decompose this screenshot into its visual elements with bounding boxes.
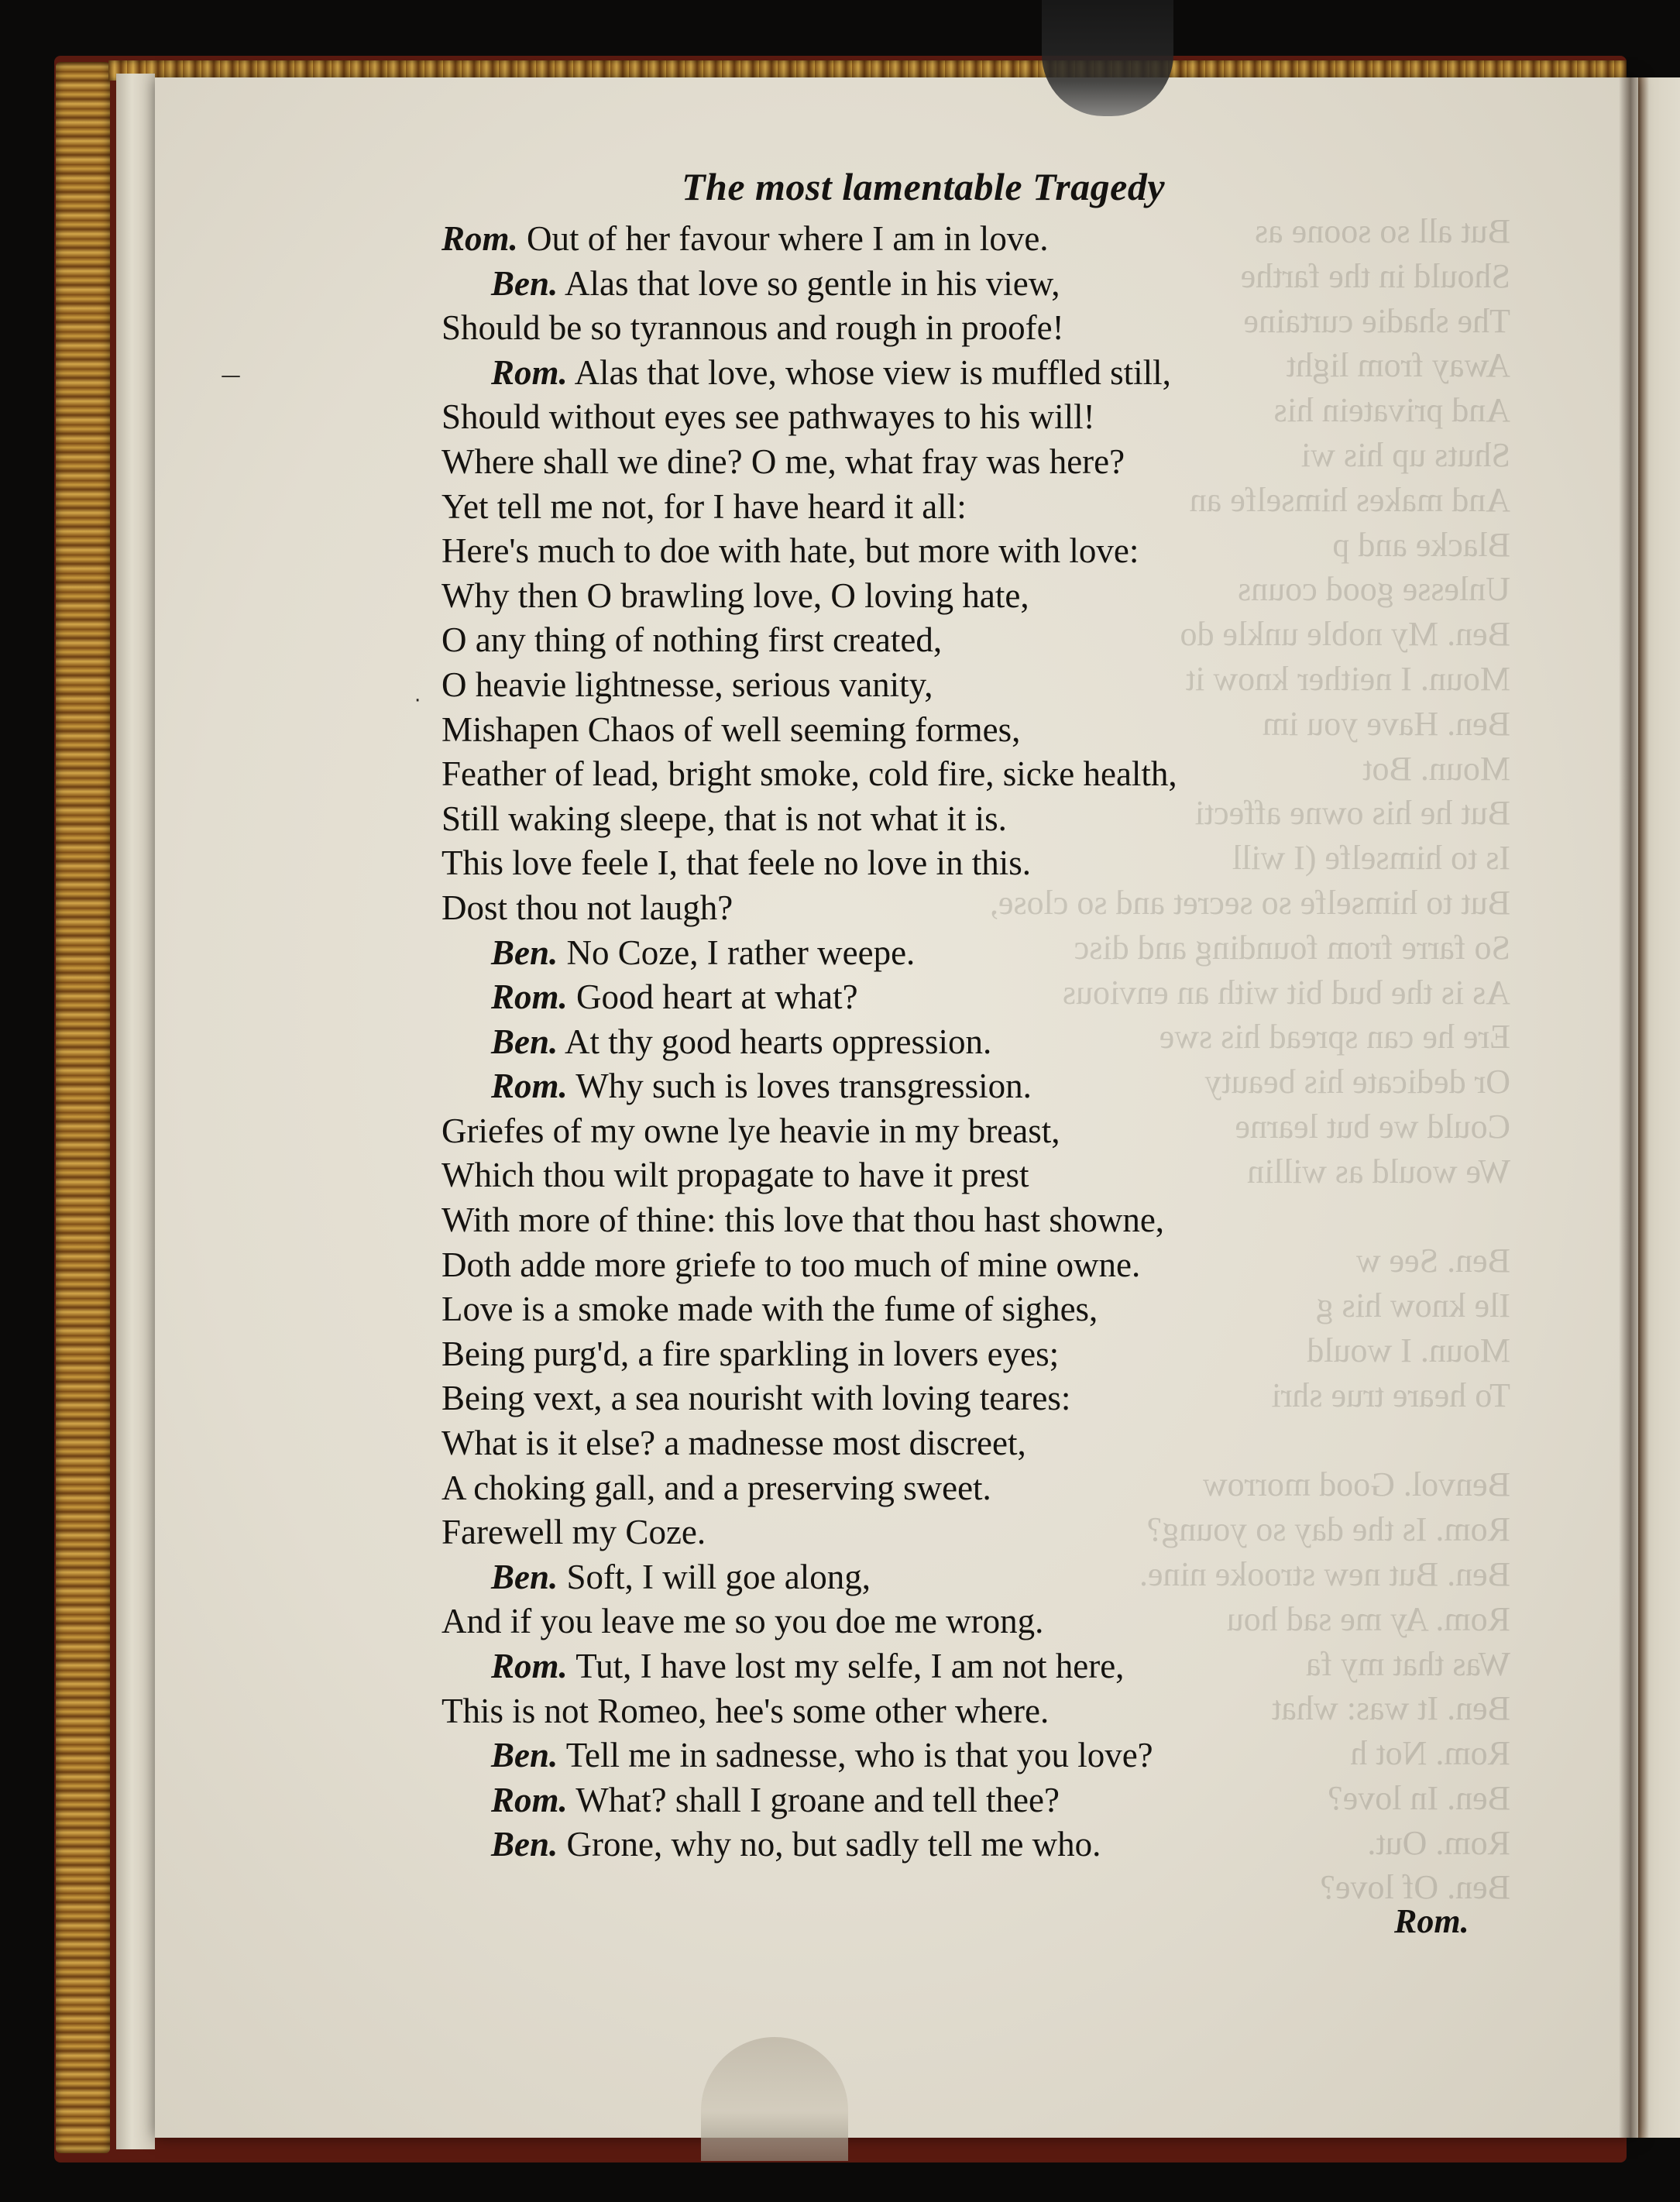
speaker-prefix: Rom. — [491, 1647, 568, 1685]
line-text: Should without eyes see pathwayes to his will! — [441, 397, 1095, 437]
speaker-prefix: Rom. — [441, 219, 518, 258]
speaker-prefix: Rom. — [491, 1067, 568, 1106]
page-gutter — [1619, 77, 1642, 2138]
line-text: Still waking sleepe, that is not what it is. — [441, 799, 1007, 838]
speaker-prefix: Rom. — [491, 1780, 568, 1819]
speaker-prefix: Ben. — [491, 933, 558, 972]
text-line — [441, 1822, 1317, 1867]
text-line — [441, 1733, 1317, 1778]
text-line — [441, 886, 1317, 931]
line-text: Soft, I will goe along, — [566, 1557, 871, 1596]
line-text: O heavie lightnesse, serious vanity, — [441, 665, 933, 704]
text-line — [441, 1421, 1317, 1466]
running-head: The most lamentable Tragedy — [682, 165, 1166, 208]
line-text: Love is a smoke made with the fume of sighes, — [441, 1290, 1098, 1329]
text-line — [441, 1510, 1317, 1555]
line-text: This love feele I, that feele no love in this. — [441, 843, 1032, 883]
line-text: What is it else? a madnesse most discreet, — [441, 1424, 1026, 1463]
line-text: This is not Romeo, hee's some other where. — [441, 1691, 1050, 1730]
line-text: O any thing of nothing first created, — [441, 620, 943, 660]
line-text: Out of her favour where I am in love. — [527, 219, 1049, 258]
text-line — [441, 1332, 1317, 1377]
text-line — [441, 797, 1317, 842]
text-line — [441, 931, 1317, 976]
line-text: Griefes of my owne lye heavie in my breast, — [441, 1111, 1060, 1150]
text-line — [441, 1466, 1317, 1511]
line-text: With more of thine: this love that thou hast showne, — [441, 1201, 1165, 1240]
line-text: Tell me in sadnesse, who is that you love? — [565, 1736, 1153, 1775]
line-text: Grone, why no, but sadly tell me who. — [566, 1825, 1101, 1864]
text-line — [441, 1153, 1317, 1198]
speaker-prefix: Rom. — [491, 352, 568, 392]
line-text: Tut, I have lost my selfe, I am not here, — [575, 1647, 1125, 1685]
margin-mark: — — [221, 364, 241, 387]
text-line — [441, 708, 1317, 753]
line-text: Where shall we dine? O me, what fray was here? — [441, 441, 1125, 481]
text-line — [441, 1778, 1317, 1823]
line-text: And if you leave me so you doe me wrong. — [441, 1602, 1044, 1641]
line-text: Why such is loves transgression. — [575, 1067, 1032, 1106]
text-line — [441, 841, 1317, 886]
line-text: A choking gall, and a preserving sweet. — [441, 1468, 991, 1507]
text-line — [441, 529, 1317, 574]
line-text: Here's much to doe with hate, but more with love: — [441, 531, 1139, 571]
text-line — [441, 217, 1317, 262]
speaker-prefix: Ben. — [491, 1736, 558, 1775]
line-text: Farewell my Coze. — [441, 1513, 706, 1552]
line-text: Doth adde more griefe to too much of mine owne. — [441, 1245, 1141, 1284]
line-text: Why then O brawling love, O loving hate, — [441, 575, 1029, 615]
text-line — [441, 395, 1317, 440]
text-line — [441, 1109, 1317, 1154]
text-line — [441, 1198, 1317, 1243]
speaker-prefix: Ben. — [491, 1557, 558, 1596]
line-text: Should be so tyrannous and rough in proofe! — [441, 308, 1064, 348]
text-line — [441, 1287, 1317, 1332]
line-text: Yet tell me not, for I have heard it all: — [441, 486, 967, 526]
line-text: Being vext, a sea nourisht with loving teares: — [441, 1379, 1071, 1418]
text-line — [441, 1599, 1317, 1644]
text-line — [441, 1020, 1317, 1065]
line-text: Dost thou not laugh? — [441, 888, 733, 927]
facing-page-edge — [1636, 77, 1680, 2138]
text-line — [441, 440, 1317, 485]
page-edges — [116, 74, 155, 2149]
text-line — [441, 618, 1317, 663]
page-clip-top — [1042, 0, 1173, 116]
text-line — [441, 262, 1317, 307]
text-line — [441, 752, 1317, 797]
line-text: Which thou wilt propagate to have it prest — [441, 1156, 1029, 1195]
margin-dot: · — [414, 689, 421, 713]
text-line — [441, 1243, 1317, 1288]
text-line — [441, 1064, 1317, 1109]
text-line — [441, 1376, 1317, 1421]
line-text: At thy good hearts oppression. — [565, 1022, 992, 1061]
line-text: Feather of lead, bright smoke, cold fire, sicke health, — [441, 754, 1177, 794]
speaker-prefix: Ben. — [491, 263, 558, 303]
gilt-border-left — [56, 62, 110, 2153]
text-line — [441, 1644, 1317, 1689]
line-text: No Coze, I rather weepe. — [566, 933, 916, 972]
text-line — [441, 574, 1317, 619]
catchword: Rom. — [1394, 1902, 1469, 1940]
speaker-prefix: Rom. — [491, 977, 568, 1017]
speaker-prefix: Ben. — [491, 1825, 558, 1864]
show-through-text: But all so soone as Should in the farthe The shadie curtaine Away from light And privatein his Shuts up his wi And makes himselfe an Blacke and p Unlesse good couns Ben. My noble unkle do Moun. I neither know it Ben. Have you im Moun. Bot But he his owne affecti Is to himselfe (I will But to himselfe so secret and so close, So farre from founding and disc As is the bud bit with an envious Ere he can spread his swe Or dedicate his beauty Could we but learne We would as willin Ben. See w Ile know his g Moun. I would To heare true shri Benvol. Good morrow Rom. Is the day so young? Ben. But new strooke nine. Rom. Ay me sad hou Was that my fa Ben. It was: what Rom. Not h Ben. In love? Rom. Out. Ben. Of love? — [989, 212, 1510, 1907]
text-line — [441, 1689, 1317, 1734]
text-line — [441, 306, 1317, 351]
text-line — [441, 485, 1317, 530]
speaker-prefix: Ben. — [491, 1022, 558, 1061]
line-text: Alas that love so gentle in his view, — [565, 263, 1060, 303]
line-text: What? shall I groane and tell thee? — [575, 1780, 1060, 1819]
line-text: Alas that love, whose view is muffled still, — [574, 352, 1171, 392]
line-text: Being purg'd, a fire sparkling in lovers eyes; — [441, 1334, 1060, 1373]
text-line — [441, 1555, 1317, 1600]
text-line — [441, 975, 1317, 1020]
text-line — [441, 351, 1317, 396]
line-text: Mishapen Chaos of well seeming formes, — [441, 709, 1021, 749]
play-text — [441, 217, 1317, 1867]
line-text: Good heart at what? — [576, 977, 858, 1017]
text-line — [441, 663, 1317, 708]
